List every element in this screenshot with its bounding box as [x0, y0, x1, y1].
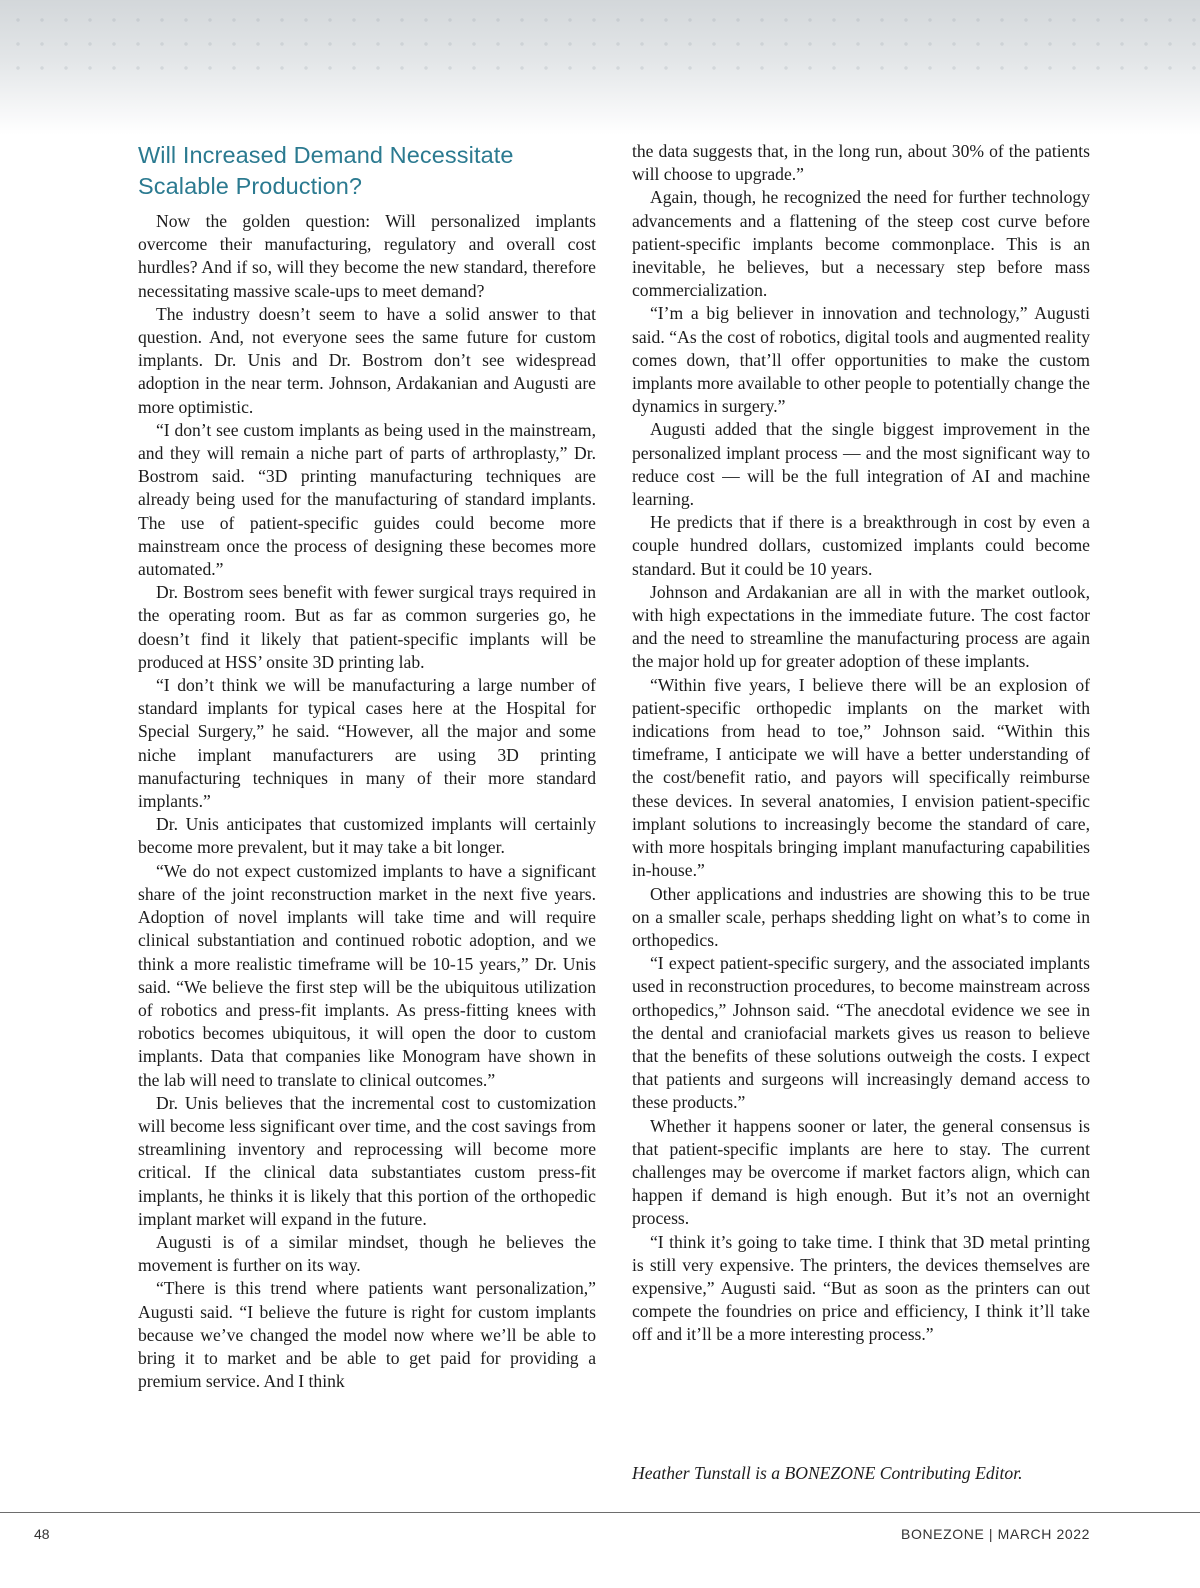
left-column — [138, 140, 596, 1393]
paragraph: Augusti is of a similar mindset, though he believes the movement is further on its way. — [138, 1231, 596, 1276]
footer-divider — [0, 1512, 1200, 1513]
paragraph-continued: the data suggests that, in the long run, about 30% of the patients will choose to upgrade.” — [632, 141, 1090, 185]
publication-folio: BONEZONE | MARCH 2022 — [901, 1526, 1090, 1542]
paragraph: Now the golden question: Will personalized implants overcome their manufacturing, regulatory and overall cost hurdles? And if so, will they become the new standard, therefore necessitating massive scale-ups to meet demand? — [138, 211, 596, 301]
paragraph: Dr. Unis believes that the incremental cost to customization will become less significant over time, and the cost savings from streamlining inventory and reprocessing will become more critical. If the clinical data substantiates custom press-fit implants, he thinks it is likely that this portion of the orthopedic implant market will expand in the future. — [138, 1092, 596, 1229]
paragraph: “I’m a big believer in innovation and technology,” Augusti said. “As the cost of robotics, digital tools and augmented reality comes down, that’ll offer opportunities to make the custom implants more available to other people to potentially change the dynamics in surgery.” — [632, 303, 1090, 417]
paragraph: “I think it’s going to take time. I think that 3D metal printing is still very expensive. The printers, the devices themselves are expensive,” Augusti said. “But as soon as the printers can out compete the foundries on price and efficiency, I think it’ll take off and it’ll be a more interesting process.” — [632, 1231, 1090, 1345]
paragraph: “I don’t think we will be manufacturing a large number of standard implants for typical cases here at the Hospital for Special Surgery,” he said. “However, all the major and some niche implant manufacturers are using 3D printing manufacturing techniques in many of their more standard implants.” — [138, 675, 596, 812]
paragraph: “Within five years, I believe there will be an explosion of patient-specific orthopedic implants on the market with indications from head to toe,” Johnson said. “Within this timeframe, I anticipate we will have a better understanding of the cost/benefit ratio, and payors will specifically reimburse these devices. In several anatomies, I envision patient-specific implant solutions to increasingly become the standard of care, with more hospitals bringing implant manufacturing capabilities in-house.” — [632, 674, 1090, 881]
paragraph: Again, though, he recognized the need for further technology advancements and a flattening of the steep cost curve before patient-specific implants become commonplace. This is an inevitable, he believes, but a necessary step before mass commercialization. — [632, 187, 1090, 301]
paragraph: He predicts that if there is a breakthrough in cost by even a couple hundred dollars, customized implants could become standard. But it could be 10 years. — [632, 512, 1090, 579]
page-number: 48 — [34, 1526, 50, 1542]
section-heading: Will Increased Demand Necessitate Scalable Production? — [138, 142, 514, 199]
paragraph: Whether it happens sooner or later, the general consensus is that patient-specific implants are here to stay. The current challenges may be overcome if market factors align, which can happen if demand is high enough. But it’s not an overnight process. — [632, 1115, 1090, 1229]
paragraph: Dr. Unis anticipates that customized implants will certainly become more prevalent, but it may take a bit longer. — [138, 814, 596, 858]
paragraph: The industry doesn’t seem to have a solid answer to that question. And, not everyone sees the same future for custom implants. Dr. Unis and Dr. Bostrom don’t see widespread adoption in the near term. Johnson, Ardakanian and Augusti are more optimistic. — [138, 303, 596, 417]
paragraph: Other applications and industries are showing this to be true on a smaller scale, perhaps shedding light on what’s to come in orthopedics. — [632, 883, 1090, 950]
right-column — [632, 140, 1090, 1347]
paragraph: “I expect patient-specific surgery, and the associated implants used in reconstruction procedures, to become mainstream across orthopedics,” Johnson said. “The anecdotal evidence we see in the dental and craniofacial markets gives us reason to believe that the benefits of these solutions outweigh the costs. I expect that patients and surgeons will increasingly demand access to these products.” — [632, 953, 1090, 1113]
paragraph: “I don’t see custom implants as being used in the mainstream, and they will remain a niche part of parts of arthroplasty,” Dr. Bostrom said. “3D printing manufacturing techniques are already being used for the manufacturing of standard implants. The use of patient-specific guides could become more mainstream once the process of designing these becomes more automated.” — [138, 419, 596, 580]
paragraph: Johnson and Ardakanian are all in with the market outlook, with high expectations in the immediate future. The cost factor and the need to streamline the manufacturing process are again the major hold up for greater adoption of these implants. — [632, 581, 1090, 672]
paragraph: “There is this trend where patients want personalization,” Augusti said. “I believe the future is right for custom implants because we’ve changed the model now where we’ll be able to bring it to market and be able to get paid for providing a premium service. And I think — [138, 1278, 596, 1392]
paragraph: Dr. Bostrom sees benefit with fewer surgical trays required in the operating room. But as far as common surgeries go, he doesn’t find it likely that patient-specific implants will be produced at HSS’ onsite 3D printing lab. — [138, 582, 596, 672]
paragraph: Augusti added that the single biggest improvement in the personalized implant process — and the most significant way to reduce cost — will be the full integration of AI and machine learning. — [632, 419, 1090, 510]
header-band — [0, 0, 1200, 135]
paragraph: “We do not expect customized implants to have a significant share of the joint reconstruction market in the next five years. Adoption of novel implants will take time and will require clinical substantiation and continued robotic adoption, and we think a more realistic timeframe will be 10-15 years,” Dr. Unis said. “We believe the first step will be the ubiquitous utilization of robotics and press-fit implants. As press-fitting knees with robotics becomes ubiquitous, it will open the door to custom implants. Data that companies like Monogram have shown in the lab will need to translate to clinical outcomes.” — [138, 860, 596, 1090]
header-pattern — [0, 0, 1200, 80]
author-byline: Heather Tunstall is a BONEZONE Contributing Editor. — [632, 1463, 1023, 1483]
